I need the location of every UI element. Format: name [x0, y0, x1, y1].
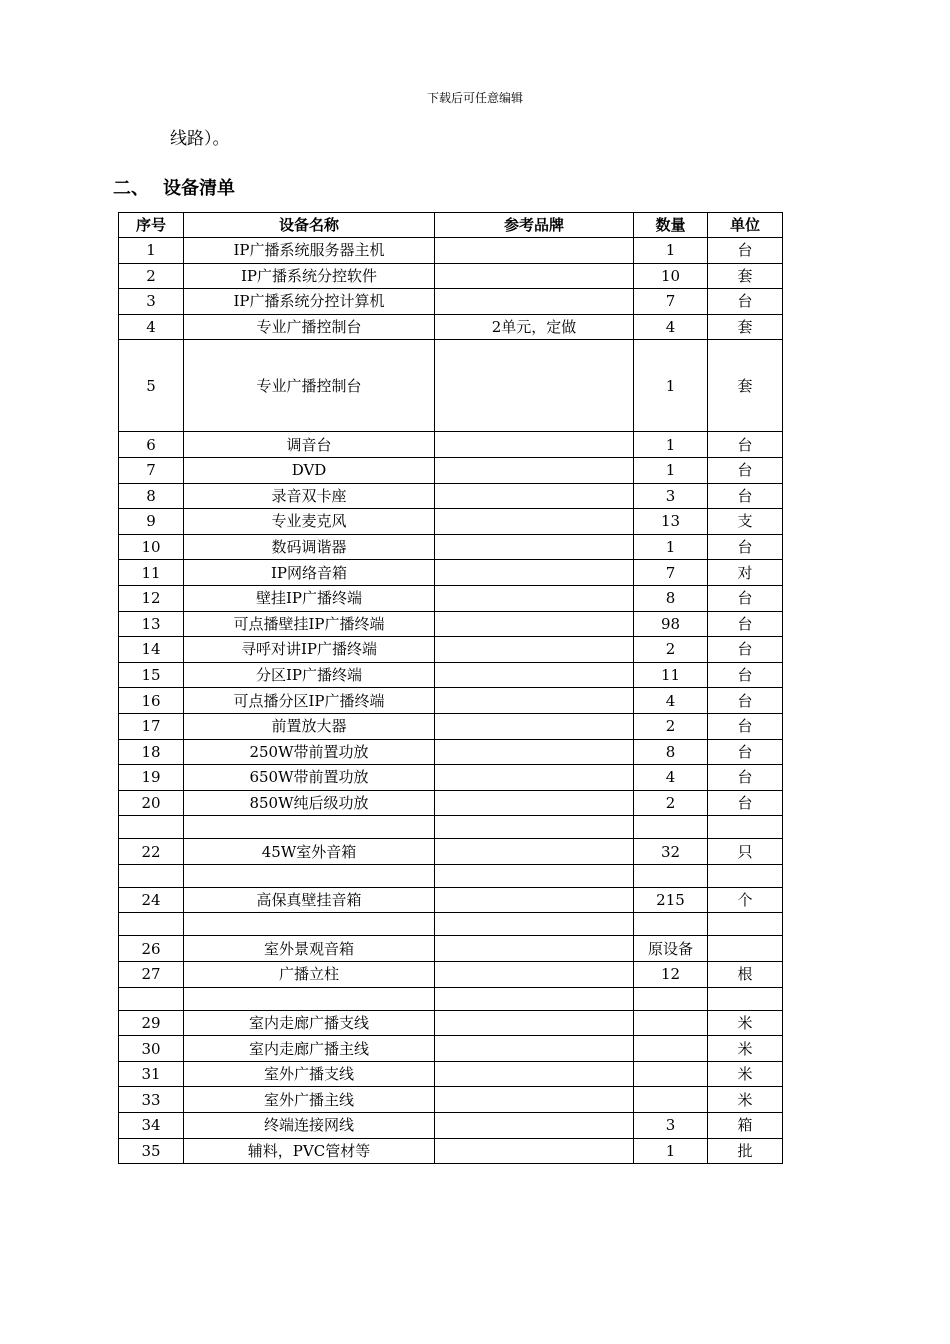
- cell-qty: 2: [634, 790, 708, 816]
- table-row: [119, 432, 783, 458]
- cell-no: 10: [119, 534, 184, 560]
- cell-unit: 套: [708, 340, 783, 432]
- cell-qty: 8: [634, 585, 708, 611]
- cell-unit: [708, 864, 783, 887]
- cell-no: 12: [119, 585, 184, 611]
- cell-qty: 12: [634, 962, 708, 988]
- cell-brand: [435, 765, 634, 791]
- cell-no: 19: [119, 765, 184, 791]
- table-header-row: [119, 213, 783, 238]
- cell-unit: 套: [708, 263, 783, 289]
- cell-qty: [634, 1010, 708, 1036]
- cell-no: 33: [119, 1087, 184, 1113]
- cell-unit: 台: [708, 688, 783, 714]
- cell-name: 广播立柱: [184, 962, 435, 988]
- cell-brand: [435, 962, 634, 988]
- cell-qty: 4: [634, 765, 708, 791]
- cell-brand: [435, 585, 634, 611]
- cell-no: 8: [119, 483, 184, 509]
- header-qty: 数量: [634, 213, 708, 238]
- cell-unit: 台: [708, 765, 783, 791]
- cell-qty: [634, 864, 708, 887]
- cell-unit: 台: [708, 585, 783, 611]
- cell-name: 辅料，PVC管材等: [184, 1138, 435, 1164]
- cell-name: 室外广播主线: [184, 1087, 435, 1113]
- cell-brand: [435, 688, 634, 714]
- cell-no: 29: [119, 1010, 184, 1036]
- cell-name: 可点播壁挂IP广播终端: [184, 611, 435, 637]
- cell-qty: 1: [634, 457, 708, 483]
- table-row: [119, 864, 783, 887]
- cell-name: 寻呼对讲IP广播终端: [184, 637, 435, 663]
- cell-brand: [435, 560, 634, 586]
- table-row: [119, 483, 783, 509]
- cell-unit: 台: [708, 662, 783, 688]
- cell-qty: 3: [634, 483, 708, 509]
- cell-name: 录音双卡座: [184, 483, 435, 509]
- cell-qty: [634, 1061, 708, 1087]
- table-row: [119, 1113, 783, 1139]
- cell-qty: 8: [634, 739, 708, 765]
- cell-name: 室外广播支线: [184, 1061, 435, 1087]
- cell-name: [184, 816, 435, 839]
- table-row: [119, 662, 783, 688]
- cell-name: 室内走廊广播支线: [184, 1010, 435, 1036]
- cell-unit: 台: [708, 238, 783, 264]
- cell-no: 34: [119, 1113, 184, 1139]
- table-row: [119, 816, 783, 839]
- cell-no: 13: [119, 611, 184, 637]
- cell-no: 7: [119, 457, 184, 483]
- table-row: [119, 1087, 783, 1113]
- cell-name: [184, 864, 435, 887]
- cell-brand: [435, 987, 634, 1010]
- cell-name: 数码调谐器: [184, 534, 435, 560]
- table-row: [119, 1061, 783, 1087]
- cell-qty: 3: [634, 1113, 708, 1139]
- cell-no: 5: [119, 340, 184, 432]
- header-brand: 参考品牌: [435, 213, 634, 238]
- cell-qty: 11: [634, 662, 708, 688]
- table-row: [119, 1036, 783, 1062]
- cell-qty: 1: [634, 432, 708, 458]
- table-row: [119, 688, 783, 714]
- cell-no: 26: [119, 936, 184, 962]
- cell-brand: [435, 816, 634, 839]
- cell-unit: 米: [708, 1036, 783, 1062]
- cell-qty: [634, 1036, 708, 1062]
- cell-brand: [435, 263, 634, 289]
- cell-unit: 台: [708, 534, 783, 560]
- table-body: [119, 238, 783, 1164]
- cell-brand: [435, 637, 634, 663]
- cell-name: 650W带前置功放: [184, 765, 435, 791]
- cell-no: 16: [119, 688, 184, 714]
- table-row: [119, 314, 783, 340]
- cell-no: 9: [119, 509, 184, 535]
- cell-unit: 只: [708, 839, 783, 865]
- cell-unit: 根: [708, 962, 783, 988]
- cell-unit: 台: [708, 611, 783, 637]
- cell-unit: 台: [708, 790, 783, 816]
- cell-unit: [708, 816, 783, 839]
- cell-qty: 7: [634, 560, 708, 586]
- cell-name: 分区IP广播终端: [184, 662, 435, 688]
- cell-name: 室外景观音箱: [184, 936, 435, 962]
- cell-unit: 台: [708, 739, 783, 765]
- cell-brand: [435, 1010, 634, 1036]
- table-row: [119, 238, 783, 264]
- table-row: [119, 289, 783, 315]
- cell-name: IP广播系统分控计算机: [184, 289, 435, 315]
- cell-qty: 1: [634, 340, 708, 432]
- cell-qty: [634, 1087, 708, 1113]
- cell-unit: 米: [708, 1087, 783, 1113]
- cell-unit: 米: [708, 1010, 783, 1036]
- cell-brand: [435, 839, 634, 865]
- cell-qty: 4: [634, 688, 708, 714]
- cell-qty: 4: [634, 314, 708, 340]
- cell-unit: [708, 987, 783, 1010]
- cell-brand: [435, 483, 634, 509]
- cell-unit: [708, 913, 783, 936]
- cell-brand: [435, 457, 634, 483]
- cell-name: 45W室外音箱: [184, 839, 435, 865]
- cell-brand: [435, 662, 634, 688]
- cell-unit: 对: [708, 560, 783, 586]
- cell-unit: 台: [708, 432, 783, 458]
- header-name: 设备名称: [184, 213, 435, 238]
- cell-name: 可点播分区IP广播终端: [184, 688, 435, 714]
- cell-name: IP网络音箱: [184, 560, 435, 586]
- cell-brand: [435, 1113, 634, 1139]
- cell-name: 850W纯后级功放: [184, 790, 435, 816]
- cell-name: 专业广播控制台: [184, 340, 435, 432]
- cell-qty: 7: [634, 289, 708, 315]
- cell-no: 20: [119, 790, 184, 816]
- cell-unit: 台: [708, 637, 783, 663]
- cell-name: DVD: [184, 457, 435, 483]
- table-row: [119, 534, 783, 560]
- cell-no: [119, 864, 184, 887]
- cell-unit: 支: [708, 509, 783, 535]
- cell-no: 3: [119, 289, 184, 315]
- cell-name: 前置放大器: [184, 713, 435, 739]
- cell-qty: 1: [634, 534, 708, 560]
- cell-brand: [435, 913, 634, 936]
- cell-unit: 套: [708, 314, 783, 340]
- cell-no: 22: [119, 839, 184, 865]
- cell-unit: [708, 936, 783, 962]
- table-row: [119, 739, 783, 765]
- cell-qty: [634, 913, 708, 936]
- cell-qty: 1: [634, 238, 708, 264]
- cell-no: 15: [119, 662, 184, 688]
- section-title: 设备清单: [163, 178, 235, 199]
- page-header-note: 下载后可任意编辑: [426, 91, 523, 105]
- cell-brand: [435, 864, 634, 887]
- table-row: [119, 637, 783, 663]
- cell-no: 30: [119, 1036, 184, 1062]
- cell-name: [184, 913, 435, 936]
- cell-brand: [435, 713, 634, 739]
- cell-unit: 箱: [708, 1113, 783, 1139]
- cell-qty: [634, 987, 708, 1010]
- cell-brand: [435, 238, 634, 264]
- cell-no: 27: [119, 962, 184, 988]
- cell-name: [184, 987, 435, 1010]
- cell-brand: [435, 1036, 634, 1062]
- cell-qty: 215: [634, 887, 708, 913]
- cell-qty: 32: [634, 839, 708, 865]
- table-row: [119, 887, 783, 913]
- cell-brand: [435, 340, 634, 432]
- cell-name: 室内走廊广播主线: [184, 1036, 435, 1062]
- table-row: [119, 987, 783, 1010]
- cell-name: 壁挂IP广播终端: [184, 585, 435, 611]
- table-row: [119, 509, 783, 535]
- cell-no: 17: [119, 713, 184, 739]
- cell-unit: 个: [708, 887, 783, 913]
- cell-qty: 原设备: [634, 936, 708, 962]
- cell-qty: 13: [634, 509, 708, 535]
- cell-no: [119, 987, 184, 1010]
- cell-name: 高保真壁挂音箱: [184, 887, 435, 913]
- cell-unit: 批: [708, 1138, 783, 1164]
- cell-brand: [435, 1138, 634, 1164]
- cell-name: 调音台: [184, 432, 435, 458]
- cell-no: 14: [119, 637, 184, 663]
- table-row: [119, 457, 783, 483]
- cell-unit: 台: [708, 457, 783, 483]
- cell-name: 250W带前置功放: [184, 739, 435, 765]
- cell-qty: 2: [634, 637, 708, 663]
- cell-brand: [435, 739, 634, 765]
- cell-name: 终端连接网线: [184, 1113, 435, 1139]
- table-row: [119, 611, 783, 637]
- cell-brand: [435, 534, 634, 560]
- cell-no: 2: [119, 263, 184, 289]
- cell-unit: 台: [708, 713, 783, 739]
- equipment-table: [118, 212, 783, 1164]
- table-row: [119, 585, 783, 611]
- cell-qty: 98: [634, 611, 708, 637]
- section-number: 二、: [113, 178, 149, 199]
- cell-unit: 台: [708, 483, 783, 509]
- cell-no: 31: [119, 1061, 184, 1087]
- cell-no: 6: [119, 432, 184, 458]
- cell-no: [119, 816, 184, 839]
- table-row: [119, 839, 783, 865]
- cell-name: IP广播系统服务器主机: [184, 238, 435, 264]
- table-row: [119, 1138, 783, 1164]
- table-row: [119, 790, 783, 816]
- header-no: 序号: [119, 213, 184, 238]
- cell-name: 专业麦克风: [184, 509, 435, 535]
- table-row: [119, 765, 783, 791]
- cell-no: 35: [119, 1138, 184, 1164]
- cell-no: 1: [119, 238, 184, 264]
- table-row: [119, 340, 783, 432]
- cell-unit: 台: [708, 289, 783, 315]
- table-row: [119, 560, 783, 586]
- cell-brand: [435, 790, 634, 816]
- cell-brand: [435, 289, 634, 315]
- cell-brand: [435, 611, 634, 637]
- cell-name: 专业广播控制台: [184, 314, 435, 340]
- header-unit: 单位: [708, 213, 783, 238]
- cell-qty: 10: [634, 263, 708, 289]
- cell-brand: [435, 509, 634, 535]
- section-heading: [113, 174, 235, 200]
- table-row: [119, 936, 783, 962]
- cell-brand: [435, 1061, 634, 1087]
- cell-no: 4: [119, 314, 184, 340]
- cell-brand: 2单元，定做: [435, 314, 634, 340]
- cell-no: 11: [119, 560, 184, 586]
- cell-qty: 2: [634, 713, 708, 739]
- cell-brand: [435, 887, 634, 913]
- table-row: [119, 1010, 783, 1036]
- cell-brand: [435, 936, 634, 962]
- table-row: [119, 913, 783, 936]
- cell-brand: [435, 432, 634, 458]
- cell-qty: [634, 816, 708, 839]
- table-row: [119, 962, 783, 988]
- cell-no: [119, 913, 184, 936]
- cell-no: 24: [119, 887, 184, 913]
- table-row: [119, 263, 783, 289]
- continuation-text: 线路）。: [170, 129, 230, 149]
- cell-no: 18: [119, 739, 184, 765]
- cell-qty: 1: [634, 1138, 708, 1164]
- cell-brand: [435, 1087, 634, 1113]
- table-row: [119, 713, 783, 739]
- cell-name: IP广播系统分控软件: [184, 263, 435, 289]
- cell-unit: 米: [708, 1061, 783, 1087]
